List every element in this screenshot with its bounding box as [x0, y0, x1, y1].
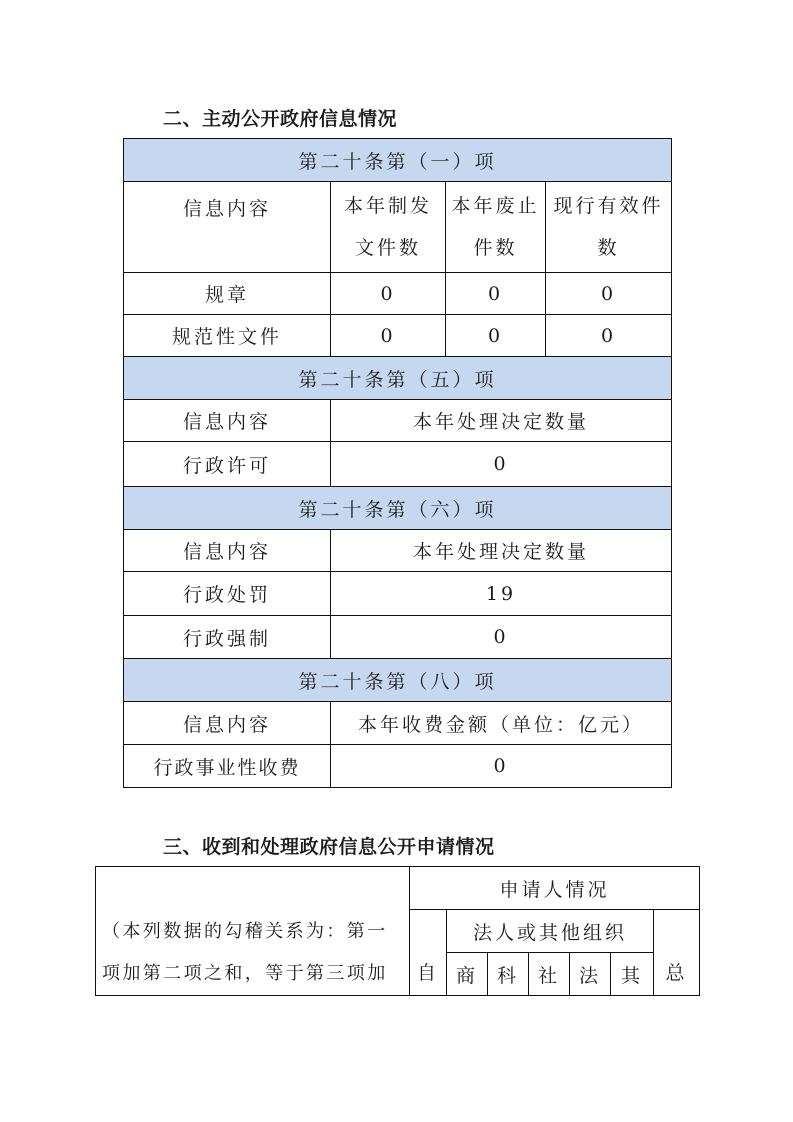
row-label: 行政许可 — [124, 442, 331, 487]
col-total: 总 — [654, 910, 700, 996]
col-value-header: 本年处理决定数量 — [331, 530, 672, 572]
row-label: 行政事业性收费 — [124, 745, 331, 788]
relation-note: （本列数据的勾稽关系为：第一 项加第二项之和，等于第三项加 — [96, 867, 410, 996]
cell-value: 19 — [331, 572, 672, 616]
cell-issued: 0 — [331, 315, 446, 357]
row-label: 规章 — [124, 273, 331, 315]
cell-valid: 0 — [546, 273, 672, 315]
cell-valid: 0 — [546, 315, 672, 357]
table-row — [124, 616, 672, 659]
art-5-header: 第二十条第（五）项 — [124, 357, 672, 400]
applicant-header: 申请人情况 — [410, 867, 700, 910]
application-table — [95, 866, 700, 996]
col-content-header: 信息内容 — [124, 530, 331, 572]
table-row — [124, 745, 672, 788]
table-row — [124, 273, 672, 315]
section-2-title: 二、主动公开政府信息情况 — [163, 108, 398, 130]
col-valid-header: 现行有效件 数 — [546, 182, 672, 273]
table-row — [124, 315, 672, 357]
col-commercial: 商 — [447, 953, 488, 996]
table-row — [124, 572, 672, 616]
cell-value: 0 — [331, 745, 672, 788]
row-label: 行政强制 — [124, 616, 331, 659]
col-content-header: 信息内容 — [124, 702, 331, 745]
col-other: 其 — [611, 953, 654, 996]
cell-issued: 0 — [331, 273, 446, 315]
col-natural-person: 自 — [410, 910, 447, 996]
cell-abolished: 0 — [446, 315, 546, 357]
row-label: 规范性文件 — [124, 315, 331, 357]
cell-abolished: 0 — [446, 273, 546, 315]
section-3-title: 三、收到和处理政府信息公开申请情况 — [163, 836, 495, 858]
col-value-header: 本年收费金额（单位：亿元） — [331, 702, 672, 745]
art-1-header: 第二十条第（一）项 — [124, 139, 672, 182]
col-issued-header: 本年制发 文件数 — [331, 182, 446, 273]
cell-value: 0 — [331, 442, 672, 487]
col-research: 科 — [488, 953, 529, 996]
table-row — [124, 442, 672, 487]
proactive-disclosure-table — [123, 138, 672, 788]
cell-value: 0 — [331, 616, 672, 659]
col-value-header: 本年处理决定数量 — [331, 400, 672, 442]
col-social: 社 — [529, 953, 570, 996]
art-6-header: 第二十条第（六）项 — [124, 487, 672, 530]
col-abolished-header: 本年废止 件数 — [446, 182, 546, 273]
art-8-header: 第二十条第（八）项 — [124, 659, 672, 702]
row-label: 行政处罚 — [124, 572, 331, 616]
col-content-header: 信息内容 — [124, 182, 331, 273]
legal-entity-header: 法人或其他组织 — [447, 910, 654, 953]
col-legal: 法 — [570, 953, 611, 996]
col-content-header: 信息内容 — [124, 400, 331, 442]
